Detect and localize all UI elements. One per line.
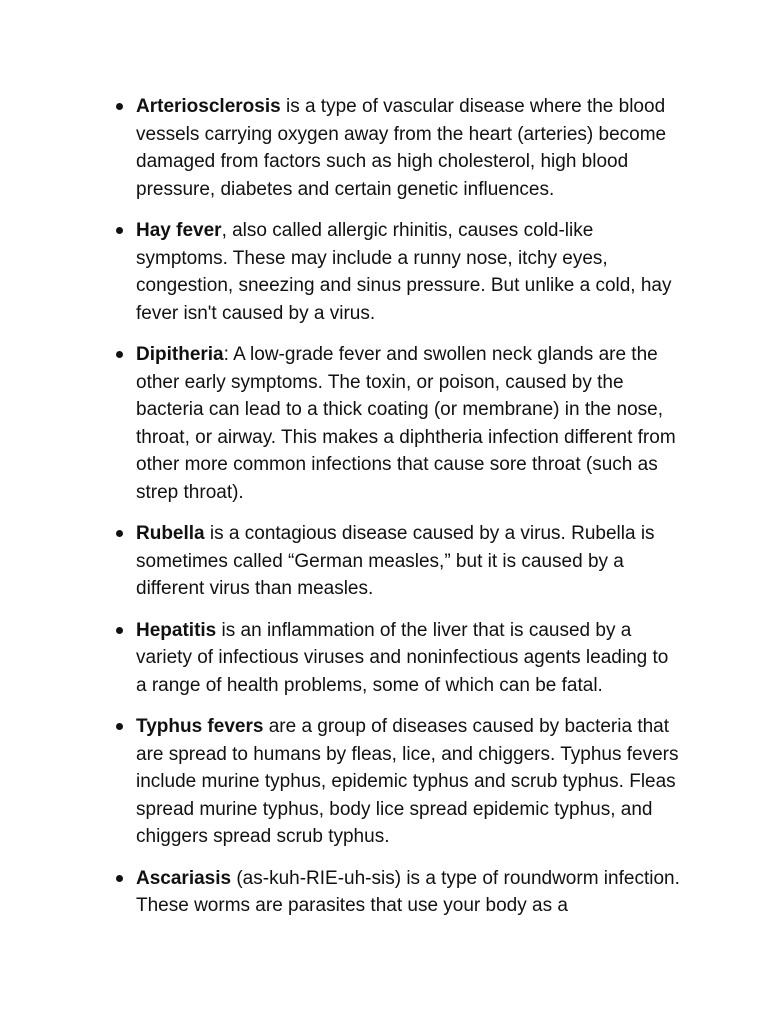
bullet-icon xyxy=(116,103,123,110)
term-hay-fever: Hay fever xyxy=(136,220,222,241)
list-item-hepatitis xyxy=(136,617,684,700)
description-hay-fever: , also called allergic rhinitis, causes cold-like symptoms. These may include a runny nose, itchy eyes, congestion, sneezing and sinus pressure. But unlike a cold, hay fever isn't caused by a virus. xyxy=(136,220,672,324)
list-item-rubella xyxy=(136,520,684,603)
bullet-icon xyxy=(116,227,123,234)
description-dipitheria: : A low-grade fever and swollen neck glands are the other early symptoms. The toxin, or poison, caused by the bacteria can lead to a thick coating (or membrane) in the nose, throat, or airway. This makes a diphtheria infection different from other more common infections that cause sore throat (such as strep throat). xyxy=(136,344,676,503)
term-typhus-fevers: Typhus fevers xyxy=(136,716,264,737)
term-rubella: Rubella xyxy=(136,523,205,544)
list-item-hay-fever xyxy=(136,217,684,327)
list-item-arteriosclerosis xyxy=(136,93,684,203)
term-arteriosclerosis: Arteriosclerosis xyxy=(136,96,281,117)
term-dipitheria: Dipitheria xyxy=(136,344,224,365)
list-item-typhus-fevers xyxy=(136,713,684,851)
list-item-dipitheria xyxy=(136,341,684,506)
description-rubella: is a contagious disease caused by a virus. Rubella is sometimes called “German measles,” but it is caused by a different virus than measles. xyxy=(136,523,655,599)
description-arteriosclerosis: is a type of vascular disease where the blood vessels carrying oxygen away from the heart (arteries) become damaged from factors such as high cholesterol, high blood pressure, diabetes and certain genetic influences. xyxy=(136,96,667,200)
disease-list xyxy=(136,93,684,934)
bullet-icon xyxy=(116,351,123,358)
bullet-icon xyxy=(116,723,123,730)
description-ascariasis: (as-kuh-RIE-uh-sis) is a type of roundworm infection. These worms are parasites that use your body as a xyxy=(136,867,680,916)
description-hepatitis: is an inflammation of the liver that is caused by a variety of infectious viruses and noninfectious agents leading to a range of health problems, some of which can be fatal. xyxy=(136,619,669,696)
description-typhus-fevers: are a group of diseases caused by bacteria that are spread to humans by fleas, lice, and chiggers. Typhus fevers include murine typhus, epidemic typhus and scrub typhus. Fleas spread murine typhus, body lice spread epidemic typhus, and chiggers spread scrub typhus. xyxy=(136,716,679,847)
term-hepatitis: Hepatitis xyxy=(136,619,217,641)
bullet-icon xyxy=(116,627,123,634)
bullet-icon xyxy=(116,530,123,537)
list-item-ascariasis xyxy=(136,865,684,920)
term-ascariasis: Ascariasis xyxy=(136,867,232,889)
bullet-icon xyxy=(116,875,123,882)
